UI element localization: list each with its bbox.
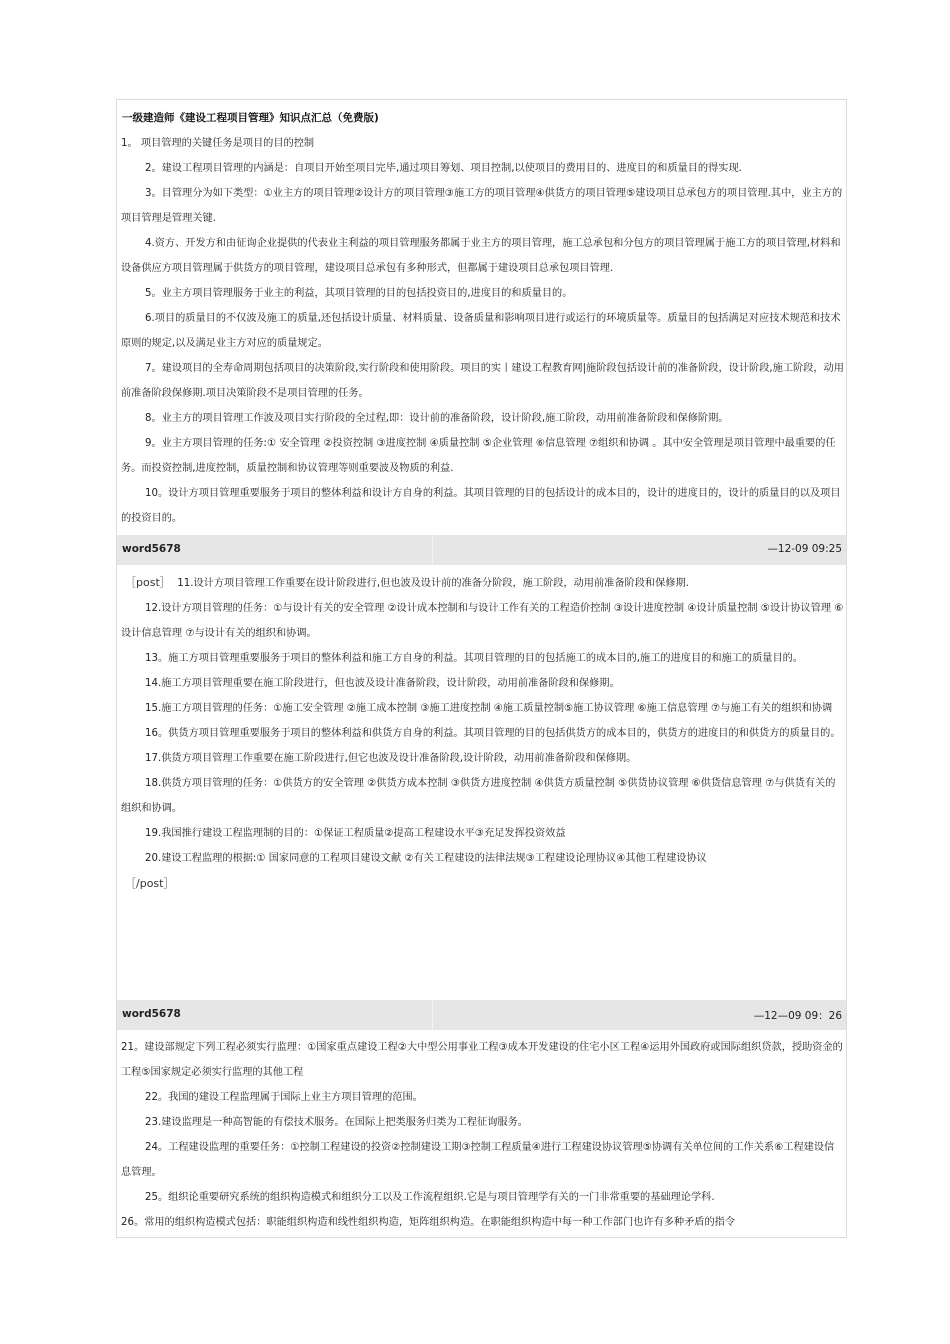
- paragraph: 26。常用的组织构造模式包括：职能组织构造和线性组织构造，矩阵组织构造。在职能组织构造中每一种工作部门也许有多种矛盾的指令: [121, 1217, 736, 1228]
- paragraph: 20.建设工程监理的根据:① 国家同意的工程项目建设文献 ②有关工程建设的法律法规③工程建设论理协议④其他工程建设协议: [145, 853, 707, 864]
- paragraph: 10。设计方项目管理重要服务于项目的整体利益和设计方自身的利益。其项目管理的目的包括设计的成本目的，设计的进度目的，设计的质量目的以及项目的投资目的。: [121, 488, 841, 524]
- paragraph: 2。建设工程项目管理的内涵是：自项目开始至项目完毕,通过项目筹划、项目控制,以使项目的费用目的、进度目的和质量目的得实现.: [145, 163, 742, 174]
- paragraph: 14.施工方项目管理重要在施工阶段进行，但也波及设计准备阶段，设计阶段，动用前准备阶段和保修期。: [145, 678, 620, 689]
- paragraph: 24。工程建设监理的重要任务：①控制工程建设的投资②控制建设工期③控制工程质量④进行工程建设协议管理⑤协调有关单位间的工作关系⑥工程建设信息管理。: [121, 1142, 835, 1178]
- post-open-tag: ［post］: [125, 576, 171, 589]
- post-body: [117, 1035, 846, 1235]
- paragraph: 7。建设项目的全寿命周期包括项目的决策阶段,实行阶段和使用阶段。项目的实丨建设工程教育网|施阶段包括设计前的准备阶段，设计阶段,施工阶段，动用前准备阶段保修期.项目决策阶段不是项目管理的任务。: [121, 363, 844, 399]
- paragraph: 15.施工方项目管理的任务：①施工安全管理 ②施工成本控制 ③施工进度控制 ④施工质量控制⑤施工协议管理 ⑥施工信息管理 ⑦与施工有关的组织和协调: [145, 703, 833, 714]
- paragraph: 18.供货方项目管理的任务：①供货方的安全管理 ②供货方成本控制 ③供货方进度控制 ④供货方质量控制 ⑤供货协议管理 ⑥供货信息管理 ⑦与供货有关的组织和协调。: [121, 778, 836, 814]
- paragraph: 17.供货方项目管理工作重要在施工阶段进行,但它也波及设计准备阶段,设计阶段，动用前准备阶段和保修期。: [145, 753, 637, 764]
- paragraph: 16。供货方项目管理重要服务于项目的整体利益和供货方自身的利益。其项目管理的目的包括供货方的成本目的，供货方的进度目的和供货方的质量目的。: [145, 728, 841, 739]
- paragraph: 6.项目的质量目的不仅波及施工的质量,还包括设计质量、材料质量、设备质量和影响项目进行或运行的环境质量等。质量目的包括满足对应技术规范和技术原则的规定,以及满足业主方对应的质量规定。: [121, 313, 841, 349]
- post-body: [117, 570, 846, 897]
- paragraph: 23.建设监理是一种高智能的有偿技术服务。在国际上把类服务归类为工程征询服务。: [145, 1117, 528, 1128]
- post-author[interactable]: word5678: [122, 1008, 181, 1020]
- document-frame: [116, 99, 847, 1238]
- post-timestamp: —12—09 09：26: [753, 1010, 842, 1022]
- paragraph: [117, 871, 846, 897]
- paragraph: 19.我国推行建设工程监理制的目的：①保证工程质量②提高工程建设水平③充足发挥投资效益: [145, 828, 566, 839]
- paragraph: 5。业主方项目管理服务于业主的利益，其项目管理的目的包括投资目的,进度目的和质量目的。: [145, 288, 573, 299]
- paragraph: 4.资方、开发方和由征询企业提供的代表业主利益的项目管理服务都属于业主方的项目管理，施工总承包和分包方的项目管理属于施工方的项目管理,材料和设备供应方项目管理属于供货方的项目管理，建设项目总承包有多种形式，但都属于建设项目总承包项目管理.: [121, 238, 841, 274]
- paragraph: [117, 570, 846, 596]
- divider: [432, 535, 433, 565]
- paragraph: 9。业主方项目管理的任务:① 安全管理 ②投资控制 ③进度控制 ④质量控制 ⑤企业管理 ⑥信息管理 ⑦组织和协调 。其中安全管理是项目管理中最重要的任务。而投资控制,进度控制，质量控制和协议管理等则重要波及物质的利益.: [121, 438, 836, 474]
- paragraph: 21。建设部规定下列工程必须实行监理：①国家重点建设工程②大中型公用事业工程③成本开发建设的住宅小区工程④运用外国政府或国际组织贷款，授助资金的工程⑤国家规定必须实行监理的其他工程: [121, 1042, 843, 1078]
- paragraph: 1。 项目管理的关键任务是项目的目的控制: [121, 138, 315, 149]
- post-header: [117, 1000, 846, 1030]
- section-intro: [117, 131, 846, 531]
- paragraph: 13。施工方项目管理重要服务于项目的整体利益和施工方自身的利益。其项目管理的目的包括施工的成本目的,施工的进度目的和施工的质量目的。: [145, 653, 804, 664]
- paragraph: 3。目管理分为如下类型：①业主方的项目管理②设计方的项目管理③施工方的项目管理④供货方的项目管理⑤建设项目总承包方的项目管理.其中，业主方的项目管理是管理关键.: [121, 188, 843, 224]
- doc-title: 一级建造师《建设工程项目管理》知识点汇总（免费版): [122, 112, 379, 124]
- post-timestamp: —12-09 09:25: [767, 543, 842, 555]
- post-close-tag: ［/post］: [125, 877, 175, 890]
- divider: [432, 1000, 433, 1030]
- post-author[interactable]: word5678: [122, 543, 181, 555]
- post-header: [117, 535, 846, 565]
- paragraph: 12.设计方项目管理的任务：①与设计有关的安全管理 ②设计成本控制和与设计工作有关的工程造价控制 ③设计进度控制 ④设计质量控制 ⑤设计协议管理 ⑥设计信息管理 ⑦与设计有关的组织和协调。: [121, 603, 844, 639]
- paragraph: 8。业主方的项目管理工作波及项目实行阶段的全过程,即：设计前的准备阶段，设计阶段,施工阶段，动用前准备阶段和保修阶期。: [145, 413, 729, 424]
- paragraph: 22。我国的建设工程监理属于国际上业主方项目管理的范围。: [145, 1092, 423, 1103]
- paragraph-text: 11.设计方项目管理工作重要在设计阶段进行,但也波及设计前的准备分阶段，施工阶段，动用前准备阶段和保修期.: [177, 578, 689, 589]
- paragraph: 25。组织论重要研究系统的组织构造模式和组织分工以及工作流程组织.它是与项目管理学有关的一门非常重要的基础理论学科.: [145, 1192, 715, 1203]
